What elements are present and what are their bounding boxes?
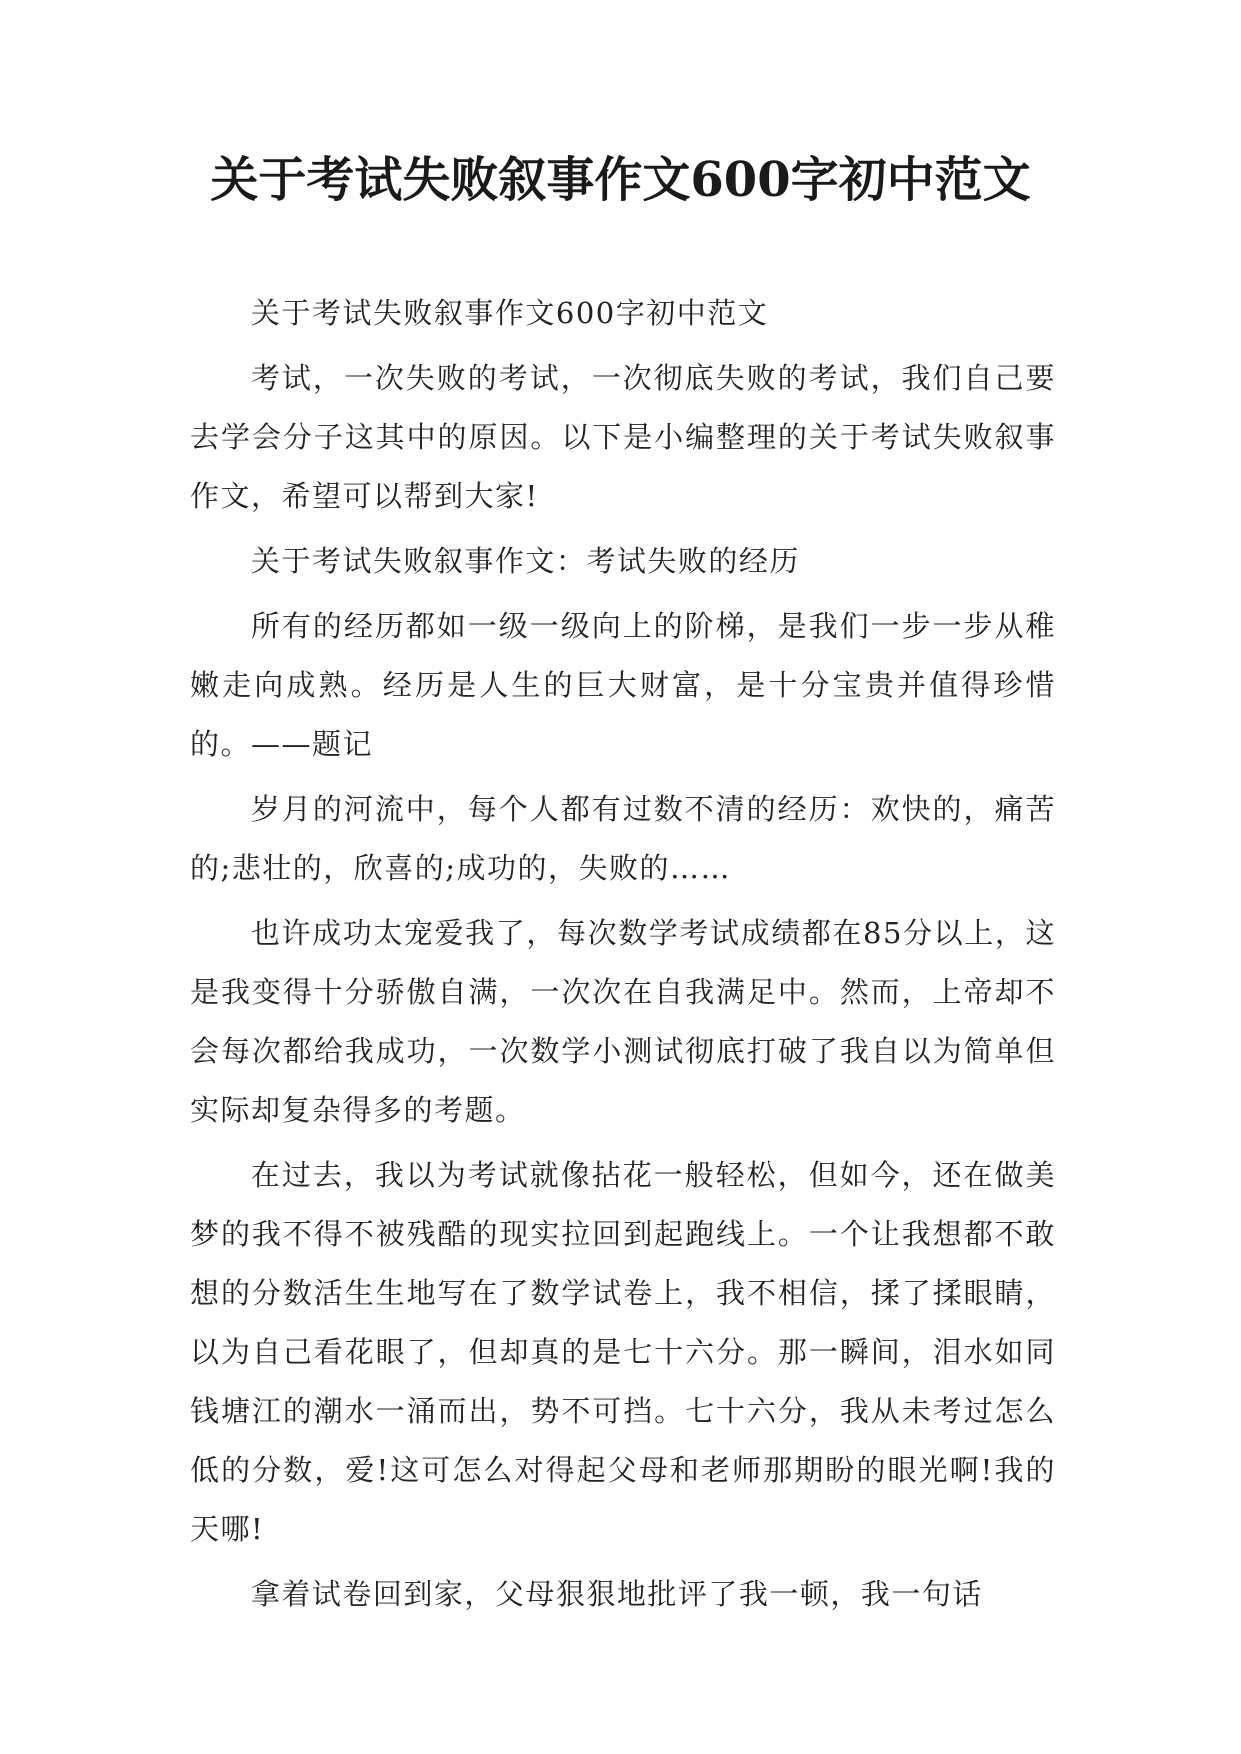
document-title: 关于考试失败叙事作文600字初中范文 [210,152,1031,208]
paragraph-epigraph: 所有的经历都如一级一级向上的阶梯，是我们一步一步从稚嫩走向成熟。经历是人生的巨大财富，是十分宝贵并值得珍惜的。——题记 [190,609,1056,761]
paragraph-intro: 考试，一次失败的考试，一次彻底失败的考试，我们自己要去学会分子这其中的原因。以下是小编整理的关于考试失败叙事作文，希望可以帮到大家! [190,361,1056,513]
paragraph: 在过去，我以为考试就像拈花一般轻松，但如今，还在做美梦的我不得不被残酷的现实拉回到起跑线上。一个让我想都不敢想的分数活生生地写在了数学试卷上，我不相信，揉了揉眼睛，以为自己看花眼了，但却真的是七十六分。那一瞬间，泪水如同钱塘江的潮水一涌而出，势不可挡。七十六分，我从未考过怎么低的分数，爱!这可怎么对得起父母和老师那期盼的眼光啊!我的天哪! [190,1158,1056,1546]
document-body [190,284,1056,1630]
paragraph: 也许成功太宠爱我了，每次数学考试成绩都在85分以上，这是我变得十分骄傲自满，一次次在自我满足中。然而，上帝却不会每次都给我成功，一次数学小测试彻底打破了我自以为简单但实际却复杂得多的考题。 [190,916,1056,1127]
paragraph-subtitle: 关于考试失败叙事作文600字初中范文 [250,296,769,330]
paragraph-truncated: 拿着试卷回到家，父母狠狠地批评了我一顿，我一句话 [250,1577,983,1611]
paragraph-section-heading: 关于考试失败叙事作文：考试失败的经历 [250,544,800,578]
paragraph: 岁月的河流中，每个人都有过数不清的经历：欢快的，痛苦的;悲壮的，欣喜的;成功的，失败的…… [190,792,1056,885]
